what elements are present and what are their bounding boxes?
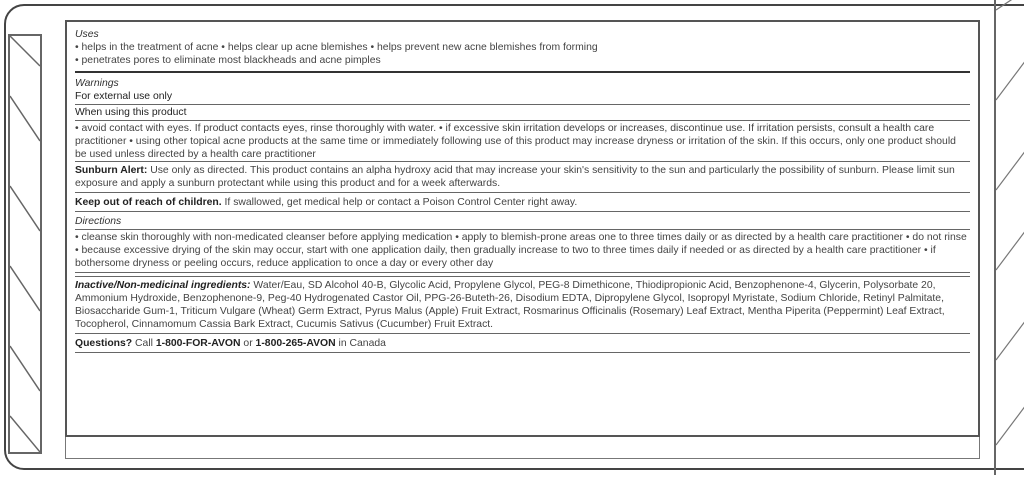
left-hatched-strip: [8, 34, 42, 454]
inactive-ingredients-text: Water/Eau, SD Alcohol 40-B, Glycolic Acid, Propylene Glycol, PEG-8 Dimethicone, Thiodipropionic Acid, Benzophenone-4, Glycerin, Polysorbate 20, Ammonium Hydroxide, Benzophenone-9, Peg-40 Hydrogenated Castor Oil, PPG-26-Buteth-26, Disodium EDTA, Dipropylene Glycol, Isopropyl Myristate, Sodium Chloride, Retinyl Palmitate, Biosaccharide Gum-1, Triticum Vulgare (Wheat) Germ Extract, Pyrus Malus (Apple) Fruit Extract, Rosmarinus Officinalis (Rosemary) Leaf Extract, Mentha Piperita (Peppermint) Leaf Extract, Tocopherol, Cinnamomum Cassia Bark Extract, Cucumis Sativus (Cucumber) Fruit Extract.: [75, 280, 945, 330]
uses-section: [75, 28, 970, 73]
questions-label: Questions?: [75, 338, 133, 349]
keep-out-section: [75, 196, 970, 212]
questions-paragraph: [75, 337, 970, 350]
sunburn-alert-text: Use only as directed. This product contains an alpha hydroxy acid that may increase your skin's sensitivity to the sun and particularly the possibility of sunburn. Please limit sun exposure and apply a sunburn protectant while using this product and for a week afterwards.: [75, 165, 955, 189]
external-use-text: For external use only: [75, 90, 970, 105]
questions-text-1: Call: [132, 338, 156, 349]
keep-out-label: Keep out of reach of children.: [75, 197, 222, 208]
when-using-text: • avoid contact with eyes. If product contacts eyes, rinse thoroughly with water. • if excessive skin irritation develops or increases, discontinue use. If irritation persists, consult a health care practitioner • using other topical acne products at the same time or immediately following use of this product may increase dryness or irritation of the skin. If this occurs, only one product should be used unless directed by a health care practitioner: [75, 123, 956, 160]
keep-out-paragraph: [75, 196, 970, 209]
sunburn-alert-label: Sunburn Alert:: [75, 165, 148, 176]
directions-section: [75, 215, 970, 273]
sunburn-alert-paragraph: [75, 164, 970, 190]
inactive-ingredients-label: Inactive/Non-medicinal ingredients:: [75, 280, 251, 291]
phone-us: 1-800-FOR-AVON: [155, 338, 241, 349]
sunburn-alert-section: [75, 161, 970, 193]
inactive-ingredients-section: [75, 276, 970, 334]
questions-text-2: or: [240, 338, 256, 349]
directions-heading: Directions: [75, 215, 970, 230]
questions-section: [75, 337, 970, 353]
questions-text-3: in Canada: [335, 338, 386, 349]
uses-line-2: • penetrates pores to eliminate most blackheads and acne pimples: [75, 55, 381, 66]
uses-heading: Uses: [75, 29, 99, 40]
inactive-ingredients-paragraph: [75, 279, 970, 331]
warnings-heading: Warnings: [75, 78, 119, 89]
warnings-section: [75, 77, 970, 161]
phone-canada: 1-800-265-AVON: [255, 338, 336, 349]
uses-line-1: • helps in the treatment of acne • helps clear up acne blemishes • helps prevent new acne blemishes from forming: [75, 42, 598, 53]
bottom-box: [65, 437, 980, 459]
drug-facts-panel: [65, 20, 980, 437]
keep-out-text: If swallowed, get medical help or contact a Poison Control Center right away.: [221, 197, 578, 208]
right-hatched-strip: [994, 0, 1024, 475]
drug-facts-content: [75, 28, 970, 356]
when-using-heading: When using this product: [75, 106, 970, 121]
directions-text: • cleanse skin thoroughly with non-medicated cleanser before applying medication • apply to blemish-prone areas one to three times daily or as directed by a health care practitioner • do not rinse • because excessive drying of the skin may occur, start with one application daily, then gradually increase to two to three times daily if needed or as directed by a health care practitioner • if bothersome dryness or peeling occurs, reduce application to once a day or every other day: [75, 232, 967, 269]
